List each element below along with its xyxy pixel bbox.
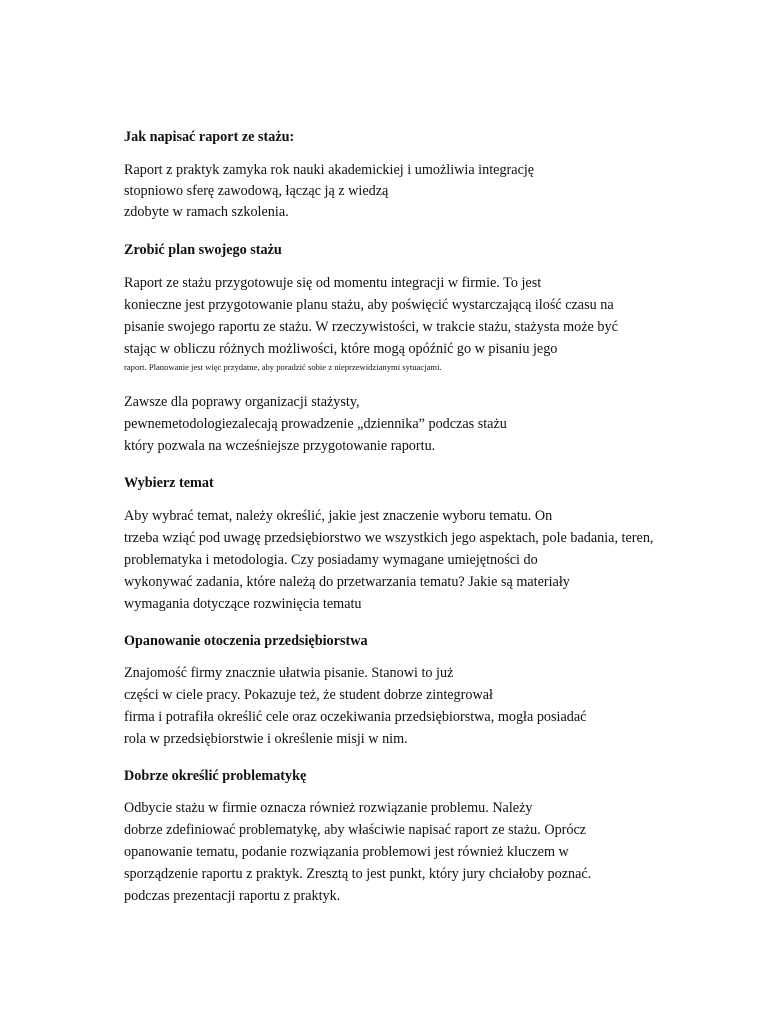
paragraph-line: Raport ze stażu przygotowuje się od momentu integracji w firmie. To jest xyxy=(124,275,542,291)
section-heading-problem: Dobrze określić problematykę xyxy=(124,768,307,784)
paragraph-line: firma i potrafiła określić cele oraz oczekiwania przedsiębiorstwa, mogła posiadać xyxy=(124,709,587,725)
paragraph-line: pisanie swojego raportu ze stażu. W rzeczywistości, w trakcie stażu, stażysta może być xyxy=(124,319,618,335)
intro-line: stopniowo sferę zawodową, łącząc ją z wiedzą xyxy=(124,183,389,199)
paragraph-line-small: raport. Planowanie jest więc przydatne, aby poradzić sobie z nieprzewidzianymi sytuacjami. xyxy=(124,362,442,372)
paragraph-line: który pozwala na wcześniejsze przygotowanie raportu. xyxy=(124,438,436,454)
document-title: Jak napisać raport ze stażu: xyxy=(124,129,295,145)
paragraph-line: podczas prezentacji raportu z praktyk. xyxy=(124,888,341,904)
paragraph-line: wykonywać zadania, które należą do przetwarzania tematu? Jakie są materiały xyxy=(124,574,570,590)
intro-line: Raport z praktyk zamyka rok nauki akademickiej i umożliwia integrację xyxy=(124,162,535,178)
paragraph-line: pewnemetodologiezalecają prowadzenie „dziennika” podczas stażu xyxy=(124,416,507,432)
paragraph-line: sporządzenie raportu z praktyk. Zresztą to jest punkt, który jury chciałoby poznać. xyxy=(124,866,592,882)
paragraph-line: opanowanie tematu, podanie rozwiązania problemowi jest również kluczem w xyxy=(124,844,569,860)
section-heading-topic: Wybierz temat xyxy=(124,475,214,491)
section-heading-plan: Zrobić plan swojego stażu xyxy=(124,242,282,258)
paragraph-line: Zawsze dla poprawy organizacji stażysty, xyxy=(124,394,360,410)
paragraph-line: części w ciele pracy. Pokazuje też, że student dobrze zintegrował xyxy=(124,687,493,703)
paragraph-line: Aby wybrać temat, należy określić, jakie jest znaczenie wyboru tematu. On xyxy=(124,508,553,524)
paragraph-line: stając w obliczu różnych możliwości, które mogą opóźnić go w pisaniu jego xyxy=(124,341,558,357)
paragraph-line: Odbycie stażu w firmie oznacza również rozwiązanie problemu. Należy xyxy=(124,800,533,816)
paragraph-line: wymagania dotyczące rozwinięcia tematu xyxy=(124,596,362,612)
paragraph-line: Znajomość firmy znacznie ułatwia pisanie. Stanowi to już xyxy=(124,665,454,681)
paragraph-line: dobrze zdefiniować problematykę, aby właściwie napisać raport ze stażu. Oprócz xyxy=(124,822,587,838)
paragraph-line: trzeba wziąć pod uwagę przedsiębiorstwo we wszystkich jego aspektach, pole badania, teren, xyxy=(124,530,654,546)
paragraph-line: problematyka i metodologia. Czy posiadamy wymagane umiejętności do xyxy=(124,552,538,568)
paragraph-line: rola w przedsiębiorstwie i określenie misji w nim. xyxy=(124,731,408,747)
intro-line: zdobyte w ramach szkolenia. xyxy=(124,204,289,220)
section-heading-company: Opanowanie otoczenia przedsiębiorstwa xyxy=(124,633,368,649)
paragraph-line: konieczne jest przygotowanie planu stażu, aby poświęcić wystarczającą ilość czasu na xyxy=(124,297,614,313)
